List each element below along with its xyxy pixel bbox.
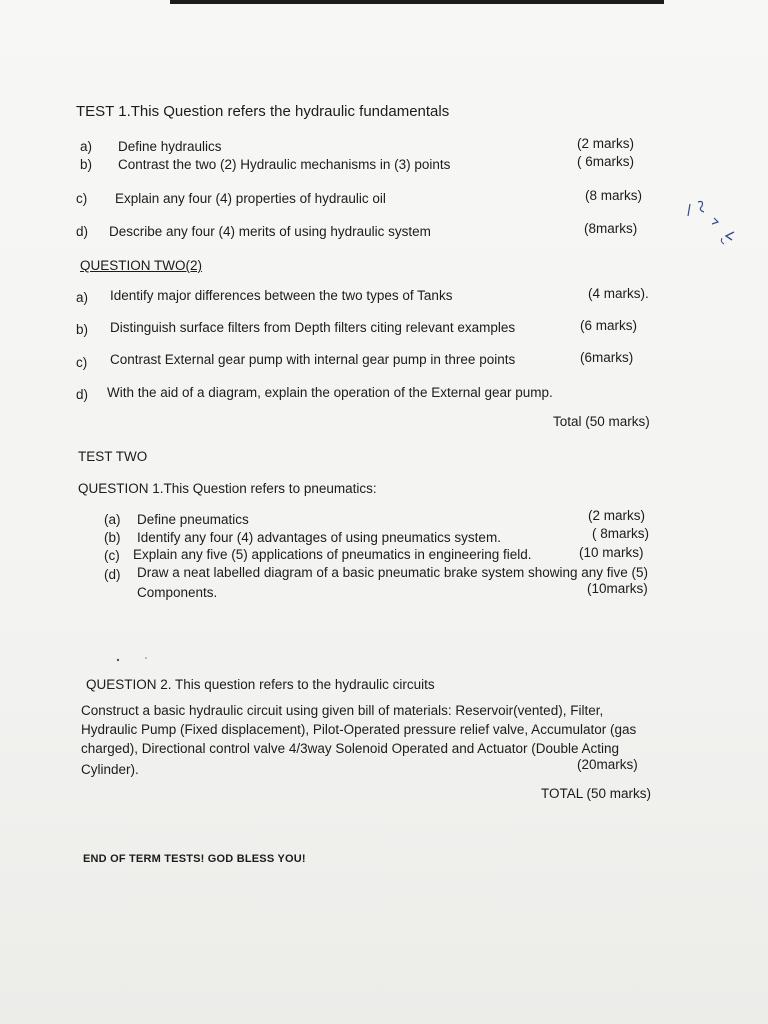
test1-item-a-text: Define hydraulics [118,139,222,154]
q2-item-c-letter: c) [76,355,88,370]
q2-item-d-letter: d) [76,387,89,402]
q2-item-b-marks: (6 marks) [580,318,637,333]
test1-item-a-letter: a) [80,139,93,154]
t2-item-b-letter: (b) [104,530,121,545]
q2-item-a-text: Identify major differences between the two types of Tanks [110,288,453,303]
t2-total: TOTAL (50 marks) [541,786,652,801]
t2-item-a-letter: (a) [104,512,121,527]
question-two-heading: QUESTION TWO(2) [80,258,203,273]
q2-item-c-marks: (6marks) [580,350,634,365]
t2-q2-marks: (20marks) [577,757,638,772]
t2-q2-line-4: Cylinder). [81,762,139,777]
test1-heading: TEST 1.This Question refers the hydraulic fundamentals [76,103,450,120]
t2-item-d-continuation: Components. [137,585,218,600]
t2-item-d-text: Draw a neat labelled diagram of a basic pneumatic brake system showing any five (5) [137,565,649,580]
t2-item-c-marks: (10 marks) [579,545,644,560]
t2-item-b-marks: ( 8marks) [592,526,649,541]
test-two-heading: TEST TWO [78,449,148,464]
q2-item-b-text: Distinguish surface filters from Depth filters citing relevant examples [110,320,516,335]
test-two-q1-heading: QUESTION 1.This Question refers to pneumatics: [78,481,377,496]
t2-q2-line-2: Hydraulic Pump (Fixed displacement), Pilot-Operated pressure relief valve, Accumulator (gas [81,722,637,737]
q2-item-b-letter: b) [76,322,89,337]
t2-item-a-marks: (2 marks) [588,508,645,523]
test1-item-d-marks: (8marks) [584,221,638,236]
q2-total: Total (50 marks) [553,414,650,429]
test1-item-d-letter: d) [76,224,89,239]
test1-item-c-text: Explain any four (4) properties of hydraulic oil [115,191,386,206]
t2-item-d-letter: (d) [104,567,121,582]
footer-message: END OF TERM TESTS! GOD BLESS YOU! [83,853,306,865]
t2-item-a-text: Define pneumatics [137,512,249,527]
t2-item-c-letter: (c) [104,548,120,563]
test1-item-c-marks: (8 marks) [585,188,642,203]
test1-item-c-letter: c) [76,191,88,206]
t2-item-b-text: Identify any four (4) advantages of using pneumatics system. [137,530,501,545]
test1-item-b-marks: ( 6marks) [577,154,634,169]
t2-q2-line-3: charged), Directional control valve 4/3way Solenoid Operated and Actuator (Double Acting [81,741,620,756]
q2-item-d-text: With the aid of a diagram, explain the operation of the External gear pump. [107,385,553,400]
q2-item-c-text: Contrast External gear pump with internal gear pump in three points [110,352,516,367]
test1-item-b-text: Contrast the two (2) Hydraulic mechanisms in (3) points [118,157,451,172]
test1-item-b-letter: b) [80,157,93,172]
t2-item-d-marks: (10marks) [587,581,648,596]
handwritten-scribble [684,196,744,256]
top-edge-bar [170,0,664,4]
t2-q2-heading: QUESTION 2. This question refers to the hydraulic circuits [86,677,435,692]
paper-speck [114,654,154,666]
q2-item-a-letter: a) [76,290,89,305]
t2-item-c-text: Explain any five (5) applications of pneumatics in engineering field. [133,547,532,562]
q2-item-a-marks: (4 marks). [588,286,649,301]
test1-item-a-marks: (2 marks) [577,136,634,151]
t2-q2-line-1: Construct a basic hydraulic circuit using given bill of materials: Reservoir(vented), Filter, [81,703,604,718]
test1-item-d-text: Describe any four (4) merits of using hydraulic system [109,224,431,239]
